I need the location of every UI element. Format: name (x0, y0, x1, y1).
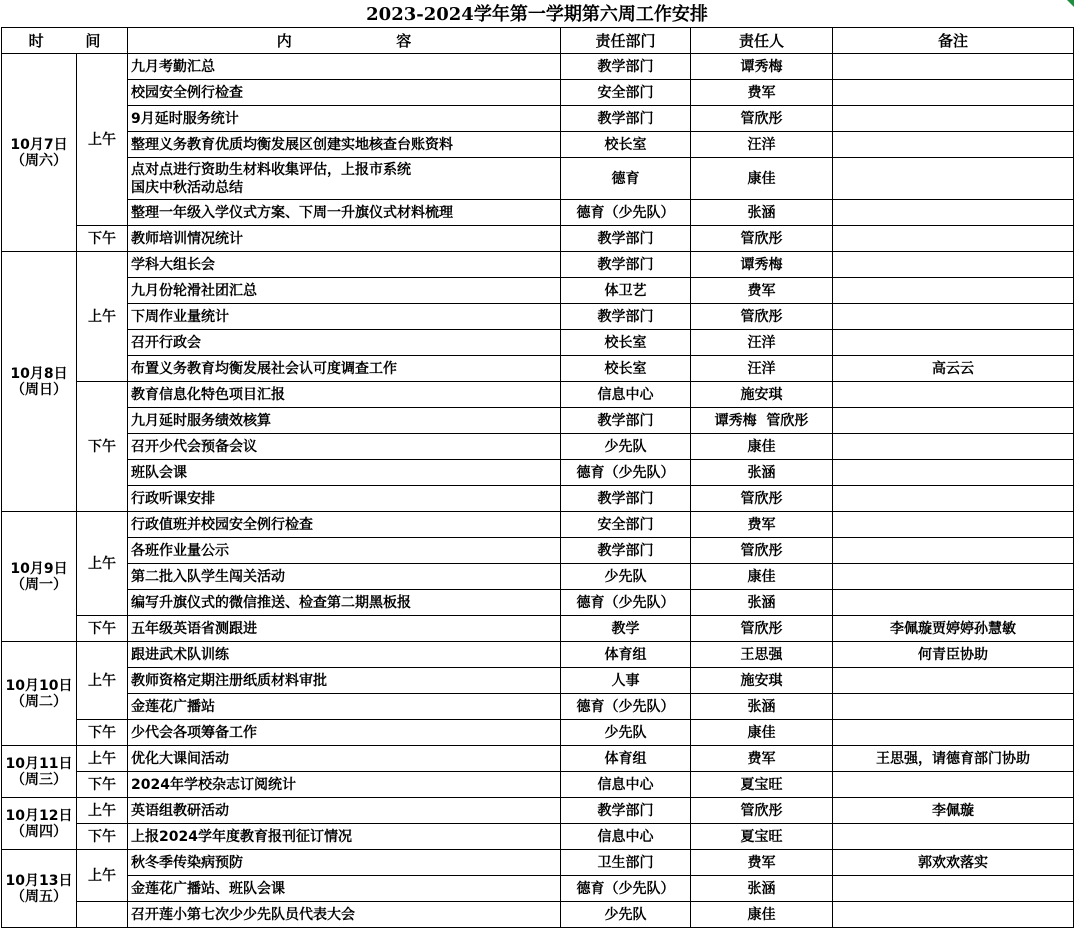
dept-cell: 体育组 (561, 642, 691, 668)
task-cell: 优化大课间活动 (128, 746, 561, 772)
dept-cell: 少先队 (561, 434, 691, 460)
header-dept: 责任部门 (561, 28, 691, 54)
dept-cell: 德育（少先队） (561, 200, 691, 226)
task-cell: 整理一年级入学仪式方案、下周一升旗仪式材料梳理 (128, 200, 561, 226)
dept-cell: 教学部门 (561, 106, 691, 132)
person-cell: 汪洋 (691, 132, 833, 158)
task-cell: 布置义务教育均衡发展社会认可度调查工作 (128, 356, 561, 382)
note-cell (833, 80, 1074, 106)
task-cell: 行政听课安排 (128, 486, 561, 512)
task-cell: 召开莲小第七次少少先队员代表大会 (128, 902, 561, 928)
session-label: 下午 (77, 772, 128, 798)
table-row (2, 226, 1074, 252)
dept-cell: 少先队 (561, 720, 691, 746)
note-cell (833, 278, 1074, 304)
task-cell: 召开行政会 (128, 330, 561, 356)
day-cell (2, 850, 77, 928)
person-cell: 谭秀梅 (691, 54, 833, 80)
table-row (2, 824, 1074, 850)
day-date: 10月13日 (5, 872, 73, 889)
task-cell: 班队会课 (128, 460, 561, 486)
person-cell: 康佳 (691, 158, 833, 200)
table-row (2, 460, 1074, 486)
day-date: 10月8日 (10, 365, 68, 382)
dept-cell: 德育（少先队） (561, 694, 691, 720)
session-label: 上午 (77, 850, 128, 902)
day-cell (2, 54, 77, 252)
person-cell: 费军 (691, 746, 833, 772)
table-row (2, 304, 1074, 330)
task-cell: 整理义务教育优质均衡发展区创建实地核查台账资料 (128, 132, 561, 158)
task-cell: 五年级英语省测跟进 (128, 616, 561, 642)
note-cell: 高云云 (833, 356, 1074, 382)
person-cell: 汪洋 (691, 356, 833, 382)
table-row (2, 278, 1074, 304)
person-cell: 管欣彤 (691, 538, 833, 564)
task-cell: 英语组教研活动 (128, 798, 561, 824)
task-cell: 召开少代会预备会议 (128, 434, 561, 460)
task-cell: 学科大组长会 (128, 252, 561, 278)
dept-cell: 信息中心 (561, 772, 691, 798)
dept-cell: 教学部门 (561, 226, 691, 252)
day-weekday: （周日） (11, 381, 67, 398)
person-cell: 张涵 (691, 200, 833, 226)
day-weekday: （周六） (11, 152, 67, 169)
person-cell: 管欣彤 (691, 106, 833, 132)
day-cell (2, 642, 77, 746)
dept-cell: 德育（少先队） (561, 876, 691, 902)
task-cell: 第二批入队学生闯关活动 (128, 564, 561, 590)
session-label: 下午 (77, 382, 128, 512)
day-cell (2, 512, 77, 642)
session-label: 下午 (77, 226, 128, 252)
note-cell (833, 330, 1074, 356)
session-label: 上午 (77, 798, 128, 824)
task-cell: 上报2024学年度教育报刊征订情况 (128, 824, 561, 850)
note-cell (833, 54, 1074, 80)
dept-cell: 德育（少先队） (561, 460, 691, 486)
day-cell (2, 252, 77, 512)
task-cell: 九月份轮滑社团汇总 (128, 278, 561, 304)
task-cell: 行政值班并校园安全例行检查 (128, 512, 561, 538)
table-row (2, 772, 1074, 798)
note-cell: 李佩璇贾婷婷孙慧敏 (833, 616, 1074, 642)
task-cell: 9月延时服务统计 (128, 106, 561, 132)
person-cell: 张涵 (691, 460, 833, 486)
dept-cell: 教学部门 (561, 54, 691, 80)
header-note: 备注 (833, 28, 1074, 54)
table-row (2, 850, 1074, 876)
person-cell: 费军 (691, 512, 833, 538)
task-cell: 编写升旗仪式的微信推送、检查第二期黑板报 (128, 590, 561, 616)
table-row (2, 512, 1074, 538)
person-cell: 康佳 (691, 720, 833, 746)
dept-cell: 人事 (561, 668, 691, 694)
table-row (2, 668, 1074, 694)
dept-cell: 德育（少先队） (561, 590, 691, 616)
task-cell: 教师资格定期注册纸质材料审批 (128, 668, 561, 694)
table-row (2, 538, 1074, 564)
person-cell: 费军 (691, 850, 833, 876)
note-cell (833, 668, 1074, 694)
table-row (2, 80, 1074, 106)
day-weekday: （周二） (11, 693, 67, 710)
note-cell (833, 252, 1074, 278)
dept-cell: 校长室 (561, 132, 691, 158)
dept-cell: 体育组 (561, 746, 691, 772)
dept-cell: 教学部门 (561, 408, 691, 434)
session-label: 下午 (77, 824, 128, 850)
session-label: 上午 (77, 746, 128, 772)
note-cell (833, 590, 1074, 616)
table-row (2, 486, 1074, 512)
note-cell (833, 434, 1074, 460)
person-cell: 王思强 (691, 642, 833, 668)
task-cell: 秋冬季传染病预防 (128, 850, 561, 876)
note-cell: 李佩璇 (833, 798, 1074, 824)
table-row (2, 746, 1074, 772)
person-cell: 夏宝旺 (691, 772, 833, 798)
table-row (2, 252, 1074, 278)
table-row (2, 642, 1074, 668)
table-row (2, 434, 1074, 460)
task-cell: 2024年学校杂志订阅统计 (128, 772, 561, 798)
person-cell: 施安琪 (691, 382, 833, 408)
dept-cell: 教学 (561, 616, 691, 642)
note-cell (833, 512, 1074, 538)
dept-cell: 安全部门 (561, 512, 691, 538)
dept-cell: 信息中心 (561, 824, 691, 850)
task-cell: 金莲花广播站 (128, 694, 561, 720)
note-cell (833, 408, 1074, 434)
day-weekday: （周五） (11, 888, 67, 905)
task-cell: 教师培训情况统计 (128, 226, 561, 252)
session-label: 上午 (77, 54, 128, 226)
dept-cell: 安全部门 (561, 80, 691, 106)
person-cell: 费军 (691, 278, 833, 304)
task-cell: 下周作业量统计 (128, 304, 561, 330)
person-cell: 费军 (691, 80, 833, 106)
dept-cell: 卫生部门 (561, 850, 691, 876)
task-cell: 跟进武术队训练 (128, 642, 561, 668)
person-cell: 张涵 (691, 590, 833, 616)
dept-cell: 校长室 (561, 330, 691, 356)
note-cell (833, 720, 1074, 746)
person-cell: 谭秀梅 管欣彤 (691, 408, 833, 434)
task-cell: 九月考勤汇总 (128, 54, 561, 80)
session-label: 上午 (77, 512, 128, 616)
table-row (2, 720, 1074, 746)
note-cell: 何青臣协助 (833, 642, 1074, 668)
task-cell (128, 158, 561, 200)
note-cell (833, 564, 1074, 590)
day-date: 10月9日 (10, 560, 68, 577)
day-date: 10月7日 (10, 136, 68, 153)
session-label (77, 902, 128, 928)
note-cell: 郭欢欢落实 (833, 850, 1074, 876)
table-row (2, 54, 1074, 80)
day-weekday: （周三） (11, 771, 67, 788)
dept-cell: 校长室 (561, 356, 691, 382)
corner-mark-icon (1067, 0, 1074, 7)
note-cell: 王思强，请德育部门协助 (833, 746, 1074, 772)
dept-cell: 少先队 (561, 564, 691, 590)
note-cell (833, 460, 1074, 486)
dept-cell: 教学部门 (561, 538, 691, 564)
day-date: 10月11日 (5, 755, 73, 772)
table-row (2, 382, 1074, 408)
note-cell (833, 106, 1074, 132)
person-cell: 夏宝旺 (691, 824, 833, 850)
table-row (2, 330, 1074, 356)
task-cell: 教育信息化特色项目汇报 (128, 382, 561, 408)
task-cell: 各班作业量公示 (128, 538, 561, 564)
person-cell: 康佳 (691, 902, 833, 928)
table-row (2, 798, 1074, 824)
note-cell (833, 382, 1074, 408)
day-cell (2, 798, 77, 850)
schedule-body (2, 28, 1074, 928)
person-cell: 康佳 (691, 434, 833, 460)
person-cell: 康佳 (691, 564, 833, 590)
task-cell: 少代会各项筹备工作 (128, 720, 561, 746)
day-weekday: （周四） (11, 823, 67, 840)
person-cell: 汪洋 (691, 330, 833, 356)
note-cell (833, 538, 1074, 564)
note-cell (833, 902, 1074, 928)
header-time: 时 间 (2, 28, 128, 54)
header-person: 责任人 (691, 28, 833, 54)
table-row (2, 564, 1074, 590)
note-cell (833, 304, 1074, 330)
person-cell: 张涵 (691, 876, 833, 902)
table-row (2, 590, 1074, 616)
dept-cell: 教学部门 (561, 798, 691, 824)
day-date: 10月10日 (5, 677, 73, 694)
session-label: 下午 (77, 720, 128, 746)
dept-cell: 少先队 (561, 902, 691, 928)
day-weekday: （周一） (11, 576, 67, 593)
day-date: 10月12日 (5, 807, 73, 824)
table-row (2, 106, 1074, 132)
schedule-table (1, 27, 1074, 928)
note-cell (833, 486, 1074, 512)
dept-cell: 体卫艺 (561, 278, 691, 304)
table-row (2, 694, 1074, 720)
note-cell (833, 132, 1074, 158)
note-cell (833, 158, 1074, 200)
table-row (2, 158, 1074, 200)
header-content: 内 容 (128, 28, 561, 54)
task-line: 点对点进行资助生材料收集评估，上报市系统 (131, 161, 411, 178)
dept-cell: 教学部门 (561, 252, 691, 278)
session-label: 上午 (77, 642, 128, 720)
note-cell (833, 694, 1074, 720)
note-cell (833, 226, 1074, 252)
table-row (2, 616, 1074, 642)
dept-cell: 教学部门 (561, 486, 691, 512)
session-label: 上午 (77, 252, 128, 382)
table-row (2, 876, 1074, 902)
sheet-title: 2023-2024学年第一学期第六周工作安排 (366, 4, 708, 25)
table-row (2, 132, 1074, 158)
day-cell (2, 746, 77, 798)
table-row (2, 902, 1074, 928)
header-row (2, 28, 1074, 54)
task-cell: 校园安全例行检查 (128, 80, 561, 106)
task-line: 国庆中秋活动总结 (131, 179, 243, 196)
dept-cell: 德育 (561, 158, 691, 200)
person-cell: 施安琪 (691, 668, 833, 694)
table-row (2, 200, 1074, 226)
person-cell: 管欣彤 (691, 616, 833, 642)
dept-cell: 教学部门 (561, 304, 691, 330)
person-cell: 管欣彤 (691, 486, 833, 512)
note-cell (833, 824, 1074, 850)
note-cell (833, 876, 1074, 902)
task-cell: 九月延时服务绩效核算 (128, 408, 561, 434)
note-cell (833, 772, 1074, 798)
person-cell: 管欣彤 (691, 798, 833, 824)
dept-cell: 信息中心 (561, 382, 691, 408)
table-row (2, 356, 1074, 382)
task-cell: 金莲花广播站、班队会课 (128, 876, 561, 902)
person-cell: 谭秀梅 (691, 252, 833, 278)
table-row (2, 408, 1074, 434)
session-label: 下午 (77, 616, 128, 642)
person-cell: 张涵 (691, 694, 833, 720)
person-cell: 管欣彤 (691, 226, 833, 252)
person-cell: 管欣彤 (691, 304, 833, 330)
note-cell (833, 200, 1074, 226)
